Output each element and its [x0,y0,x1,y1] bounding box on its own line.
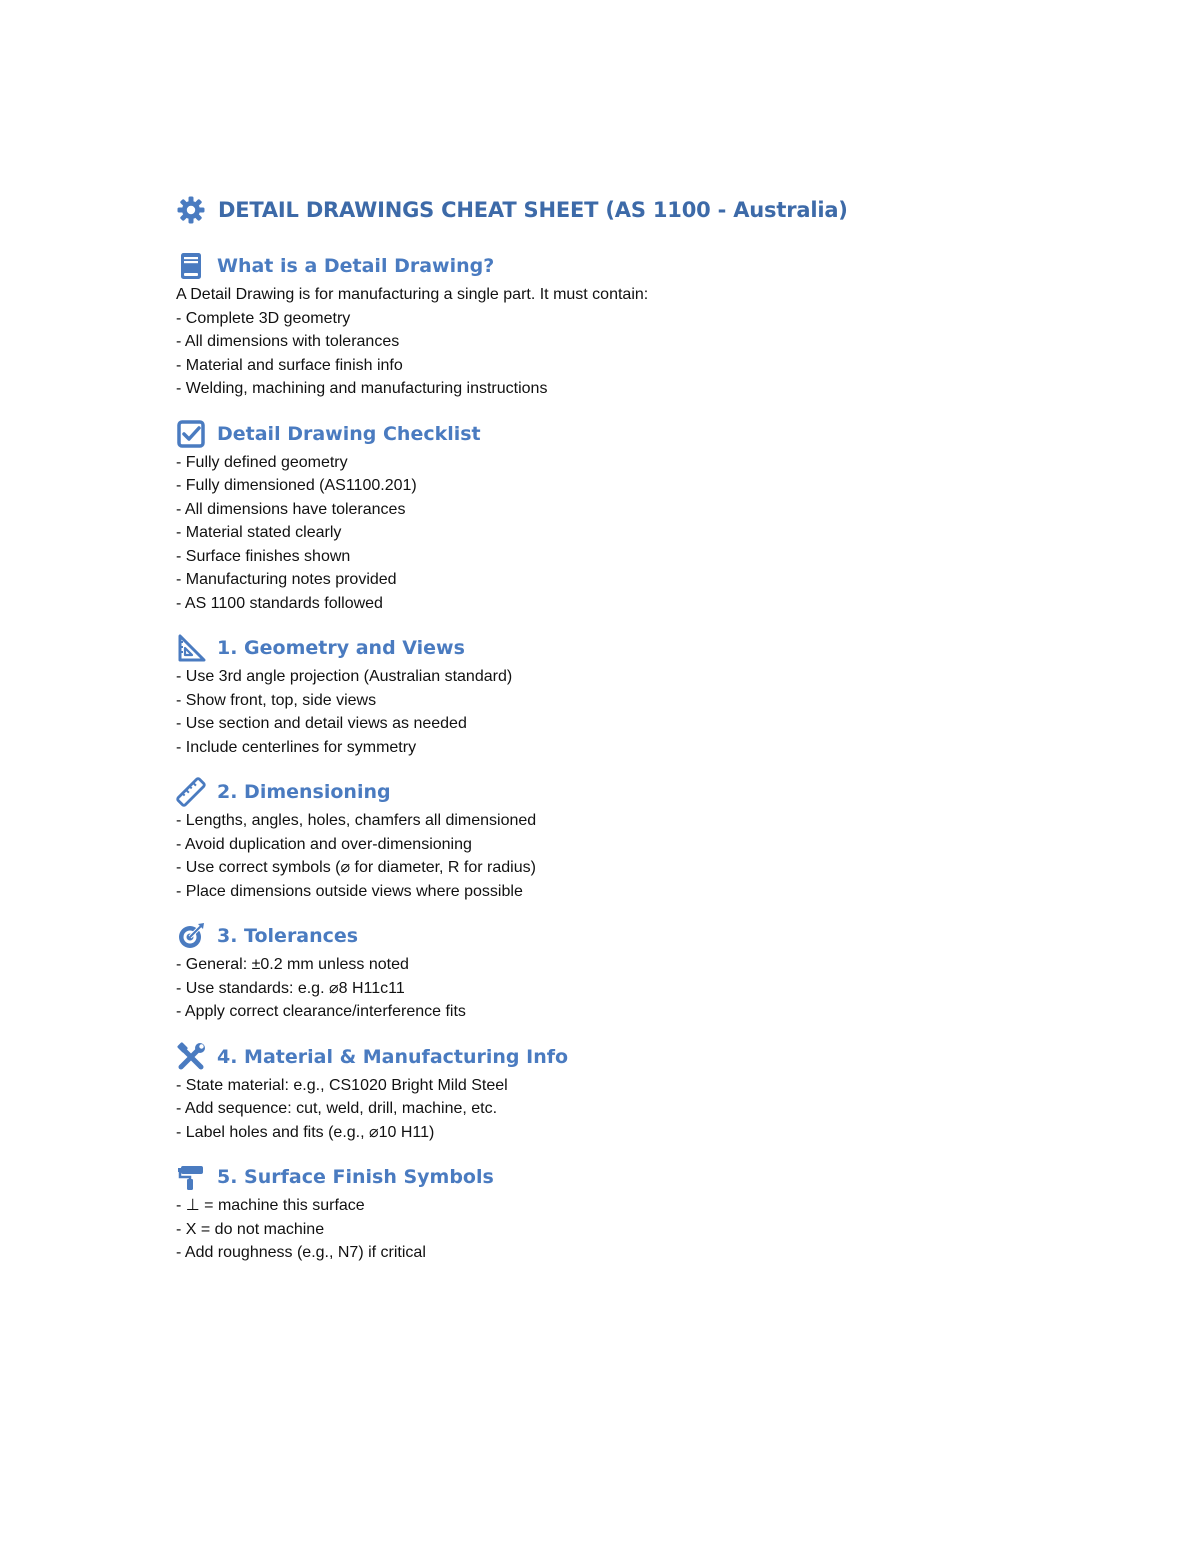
section-title: 1. Geometry and Views [217,637,465,659]
list-item: - Avoid duplication and over-dimensioning [176,835,472,853]
list-item: - ⊥ = machine this surface [176,1197,365,1214]
list-item: - Include centerlines for symmetry [176,738,417,756]
bullet-list [176,953,1076,1024]
tools-icon [176,1042,206,1072]
list-item: - Lengths, angles, holes, chamfers all dimensioned [176,812,537,829]
section-title: Detail Drawing Checklist [217,422,481,445]
list-item: - Place dimensions outside views where possible [176,882,523,900]
section-material [176,1041,1076,1145]
section-checklist [176,418,1076,616]
list-item: - Surface finishes shown [176,547,351,565]
list-item: - Label holes and fits (e.g., ⌀10 H11) [176,1123,435,1141]
section-heading-row [176,1161,1076,1193]
section-heading-row [176,920,1076,952]
list-item: - Complete 3D geometry [176,309,351,327]
gear-icon [176,195,206,225]
section-title: 2. Dimensioning [217,781,391,803]
list-item: - All dimensions have tolerances [176,500,406,518]
bullet-list [176,1194,1076,1265]
section-intro: A Detail Drawing is for manufacturing a single part. It must contain: [176,286,649,303]
section-what-is [176,250,1076,401]
list-item: - State material: e.g., CS1020 Bright Mild Steel [176,1076,508,1094]
bullet-list [176,307,1076,401]
list-item: - General: ±0.2 mm unless noted [176,956,409,973]
list-item: - Add roughness (e.g., N7) if critical [176,1244,426,1261]
cheat-sheet-page [176,192,1076,1282]
section-surface-finish [176,1161,1076,1265]
list-item: - Apply correct clearance/interference fits [176,1003,466,1020]
list-item: - Use correct symbols (⌀ for diameter, R for radius) [176,859,536,876]
list-item: - Use standards: e.g. ⌀8 H11c11 [176,979,405,997]
section-tolerances [176,920,1076,1024]
section-heading-row [176,250,1076,282]
list-item: - Show front, top, side views [176,691,377,709]
checkbox-icon [176,419,206,449]
section-heading-row [176,418,1076,450]
bullet-list [176,665,1076,759]
section-title: 5. Surface Finish Symbols [217,1166,494,1188]
list-item: - Welding, machining and manufacturing instructions [176,380,548,397]
list-item: - X = do not machine [176,1220,325,1238]
section-title: 3. Tolerances [217,925,359,947]
list-item: - Fully defined geometry [176,453,348,471]
bullet-list [176,451,1076,616]
list-item: - Fully dimensioned (AS1100.201) [176,477,417,494]
target-icon [176,921,206,951]
list-item: - Material stated clearly [176,524,342,541]
section-title: 4. Material & Manufacturing Info [217,1045,569,1068]
section-geometry [176,632,1076,759]
list-item: - Manufacturing notes provided [176,571,397,588]
bullet-list [176,809,1076,903]
section-heading-row [176,632,1076,664]
section-heading-row [176,1041,1076,1073]
ruler-icon [176,777,206,807]
list-item: - All dimensions with tolerances [176,333,400,350]
bullet-list [176,1074,1076,1145]
page-title: DETAIL DRAWINGS CHEAT SHEET (AS 1100 - Australia) [218,198,848,222]
section-heading-row [176,776,1076,808]
title-row [176,192,1076,228]
list-item: - Use 3rd angle projection (Australian standard) [176,668,513,685]
list-item: - AS 1100 standards followed [176,594,383,612]
set-square-icon [176,633,206,663]
paint-roller-icon [176,1162,206,1192]
list-item: - Add sequence: cut, weld, drill, machine, etc. [176,1100,498,1117]
list-item: - Material and surface finish info [176,356,403,374]
section-dimensioning [176,776,1076,903]
section-title: What is a Detail Drawing? [217,255,495,277]
book-icon [176,251,206,281]
list-item: - Use section and detail views as needed [176,715,467,732]
